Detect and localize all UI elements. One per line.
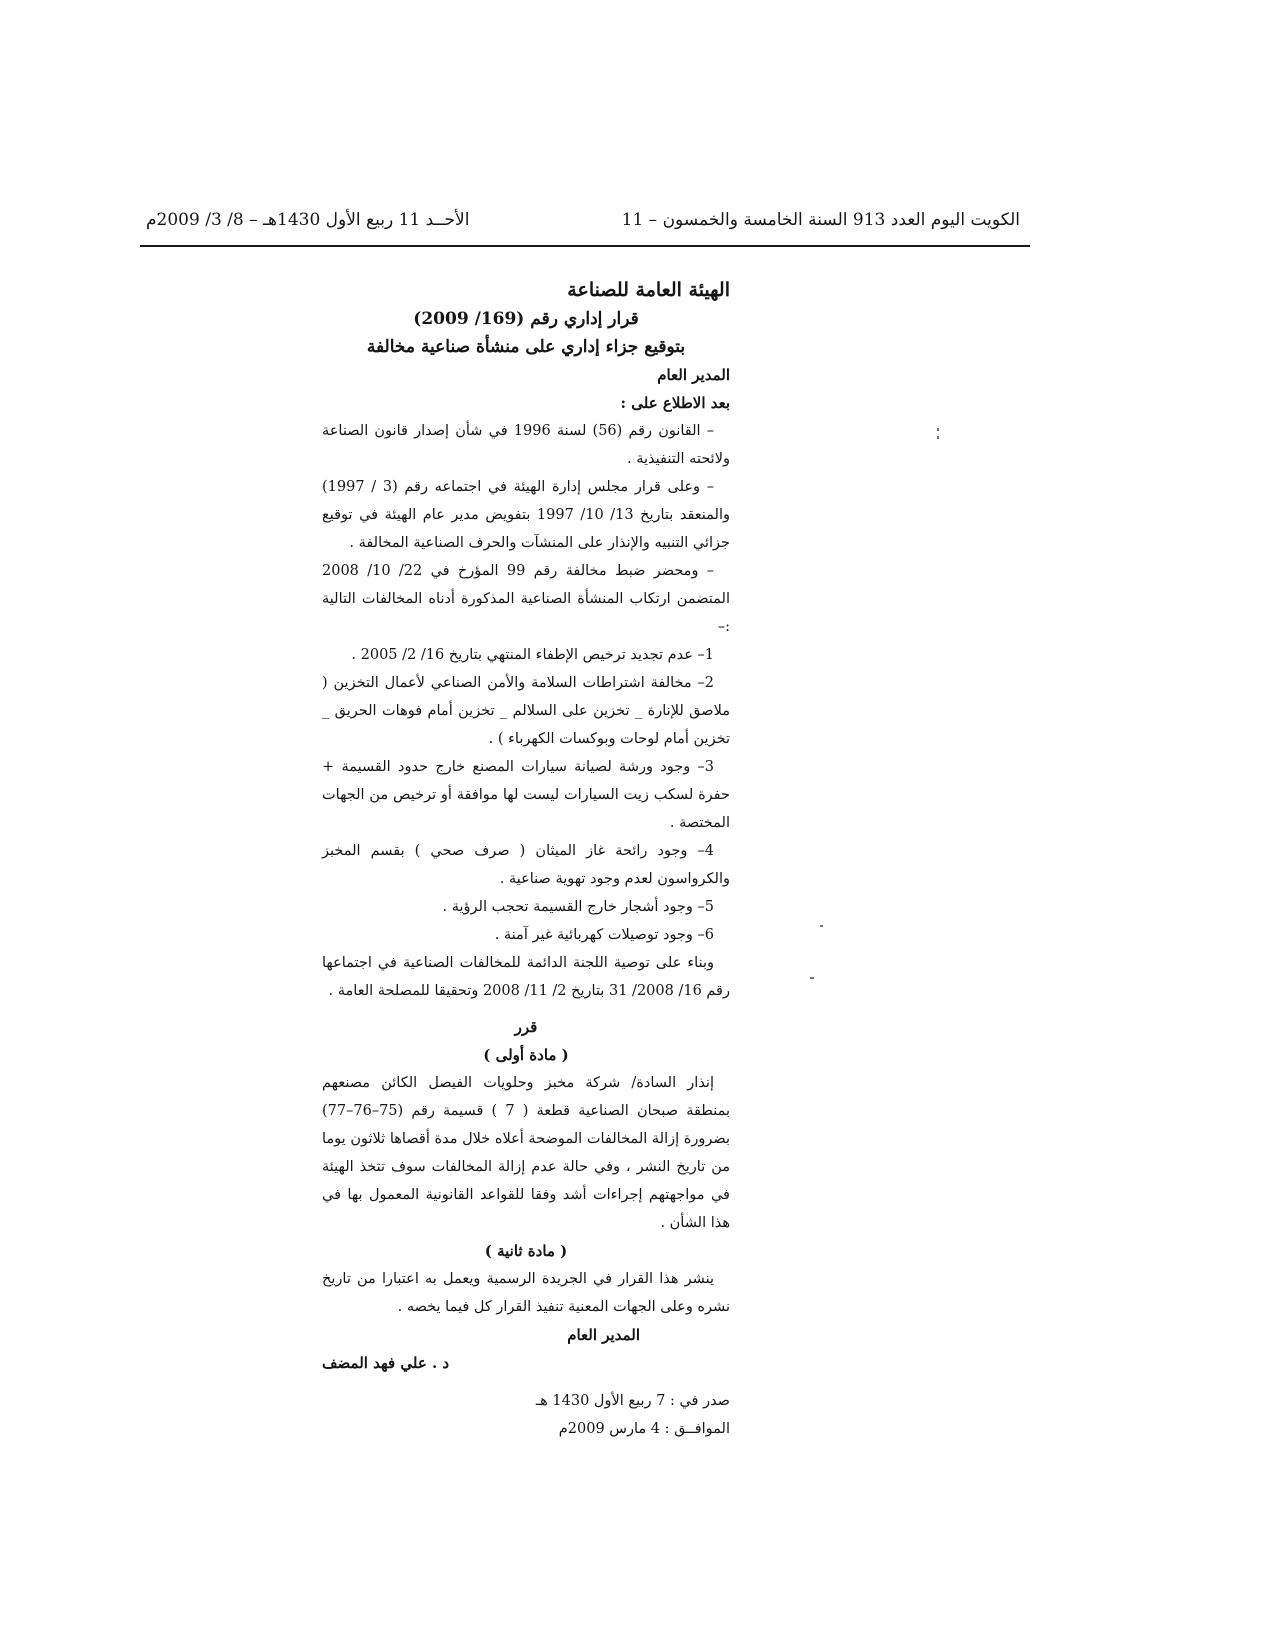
scan-speck: [820, 925, 823, 927]
violation-item: 5– وجود أشجار خارج القسيمة تحجب الرؤية .: [442, 899, 714, 915]
issued-date-hijri: صدر في : 7 ربيع الأول 1430 هـ: [535, 1393, 730, 1409]
article-one-title: ( مادة أولى ): [483, 1046, 569, 1064]
violation-item: 3– وجود ورشة لصيانة سيارات المصنع خارج حدود القسيمة + حفرة لسكب زيت السيارات ليست لها موافقة أو ترخيص من الجهات المختصة .: [322, 759, 730, 831]
committee-recommendation: وبناء على توصية اللجنة الدائمة للمخالفات الصناعية في اجتماعها رقم 16/ 2008/ 31 بتاريخ 2/ 11/ 2008 وتحقيقا للمصلحة العامة .: [322, 955, 730, 999]
after-review-label: بعد الاطلاع على :: [620, 394, 730, 412]
decision-number: قرار إداري رقم (169/ 2009): [413, 309, 639, 329]
violation-item: 6– وجود توصيلات كهربائية غير آمنة .: [494, 927, 714, 943]
preamble-violation-report: – ومحضر ضبط مخالفة رقم 99 المؤرخ في 22/ 10/ 2008 المتضمن ارتكاب المنشأة الصناعية المذكورة أدناه المخالفات التالية :–: [322, 563, 730, 635]
scan-speck: [937, 428, 939, 431]
issued-date-gregorian: الموافــق : 4 مارس 2009م: [558, 1421, 730, 1437]
decided-heading: قرر: [514, 1018, 538, 1036]
scan-speck: [937, 436, 939, 439]
decision-subject: بتوقيع جزاء إداري على منشأة صناعية مخالفة: [366, 337, 686, 357]
signature-name: د . علي فهد المضف: [322, 1354, 450, 1372]
header-rule: [140, 245, 1030, 247]
signature-title: المدير العام: [567, 1326, 640, 1344]
violation-item: 1– عدم تجديد ترخيص الإطفاء المنتهي بتاريخ 16/ 2/ 2005 .: [351, 647, 714, 663]
decision-issuer: المدير العام: [657, 366, 730, 384]
violation-item: 2– مخالفة اشتراطات السلامة والأمن الصناعي لأعمال التخزين ( ملاصق للإنارة _ تخزين على السلالم _ تخزين أمام فوهات الحريق _ تخزين أمام لوحات وبوكسات الكهرباء ) .: [322, 675, 730, 747]
article-one-text: إنذار السادة/ شركة مخبز وحلويات الفيصل الكائن مصنعهم بمنطقة صبحان الصناعية قطعة ( 7 ) قسيمة رقم (75–76–77) بضرورة إزالة المخالفات الموضحة أعلاه خلال مدة أقصاها ثلاثون يوما من تاريخ النشر ، وفي حالة عدم إزالة المخالفات سوف تتخذ الهيئة في مواجهتهم إجراءات أشد وفقا للقواعد القانونية المعمول بها في هذا الشأن .: [322, 1075, 730, 1231]
scan-speck: [810, 977, 814, 979]
header-issue-info: الكويت اليوم العدد 913 السنة الخامسة والخمسون – 11: [621, 210, 1020, 230]
article-two-text: ينشر هذا القرار في الجريدة الرسمية ويعمل به اعتبارا من تاريخ نشره وعلى الجهات المعنية تنفيذ القرار كل فيما يخصه .: [322, 1271, 730, 1315]
header-date: الأحــد 11 ربيع الأول 1430هـ – 8/ 3/ 2009م: [146, 210, 470, 230]
preamble-law: – القانون رقم (56) لسنة 1996 في شأن إصدار قانون الصناعة ولائحته التنفيذية .: [322, 423, 730, 467]
preamble-board-decision: – وعلى قرار مجلس إدارة الهيئة في اجتماعه رقم (3 / 1997) والمنعقد بتاريخ 13/ 10/ 1997 بتفويض مدير عام الهيئة في توقيع جزائي التنبيه والإنذار على المنشآت والحرف الصناعية المخالفة .: [322, 479, 730, 551]
article-two-title: ( مادة ثانية ): [484, 1242, 568, 1260]
organization-name: الهيئة العامة للصناعة: [567, 279, 730, 301]
decision-column: [322, 275, 730, 1443]
violation-item: 4– وجود رائحة غاز الميثان ( صرف صحي ) بقسم المخبز والكرواسون لعدم وجود تهوية صناعية .: [322, 843, 730, 887]
